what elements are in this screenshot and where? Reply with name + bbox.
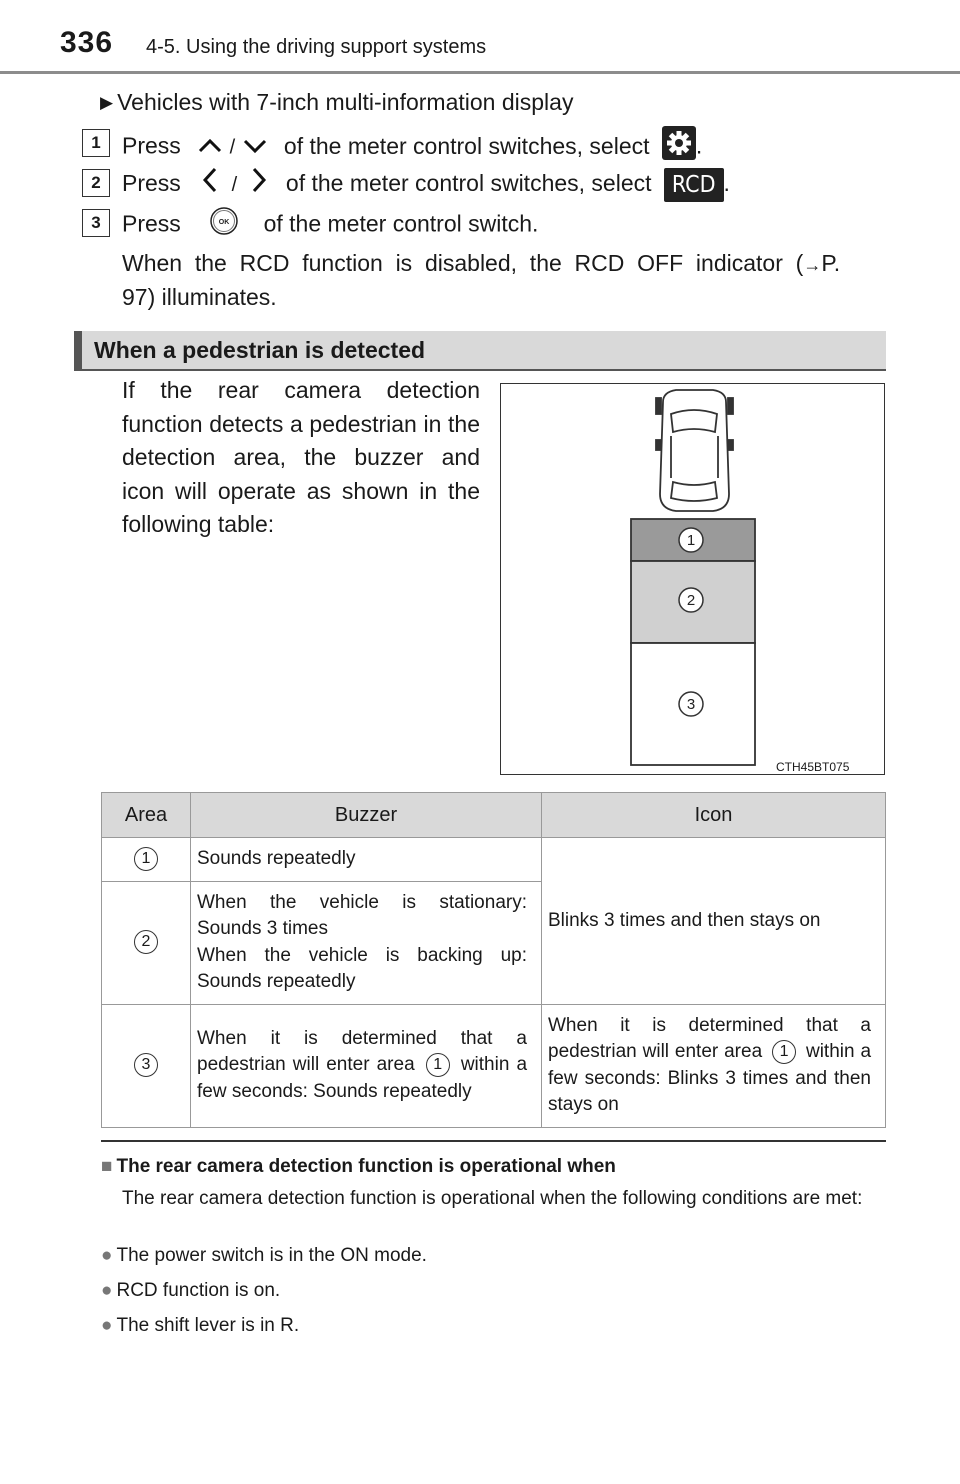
table-row: [102, 1004, 886, 1127]
step-1-separator: /: [229, 136, 236, 159]
icon-text-pre: When it is determined that a pedestrian will enter area: [548, 1014, 871, 1062]
bullet-dot-icon: ●: [101, 1280, 113, 1301]
step-number-3: 3: [82, 209, 110, 237]
step-2: [122, 166, 730, 203]
buzzer-line: When the vehicle is backing up:: [197, 944, 527, 966]
step-number-1: 1: [82, 129, 110, 157]
chevron-down-icon: [242, 131, 268, 165]
detection-area-figure: [500, 383, 885, 775]
area-label-1: [679, 528, 703, 552]
section-heading: When a pedestrian is detected: [74, 331, 886, 369]
step-2-press: Press: [122, 170, 181, 196]
svg-text:2: 2: [686, 592, 696, 609]
table-header-icon: Icon: [542, 793, 886, 838]
buzzer-line: Sounds repeatedly: [197, 971, 356, 992]
chevron-left-icon: [201, 166, 219, 203]
area-number-badge: 1: [134, 847, 158, 871]
section-header-title: 4-5. Using the driving support systems: [146, 36, 487, 58]
step-number-2: 2: [82, 169, 110, 197]
bullet-dot-icon: ●: [101, 1245, 113, 1266]
header-divider: [0, 71, 960, 74]
step-1: [122, 126, 702, 169]
rcd-badge-icon: RCD: [664, 168, 724, 202]
buzzer-line: When the vehicle is stationary:: [197, 891, 527, 913]
page-ref-arrow-icon: →: [803, 255, 822, 275]
bullet-text: The power switch is in the ON mode.: [116, 1245, 427, 1266]
rcd-off-note-text: When the RCD function is disabled, the RCD OFF indicator (: [122, 250, 804, 276]
buzzer-text-post: within a few seconds: Sounds repeatedly: [197, 1054, 528, 1102]
step-2-end: .: [723, 170, 730, 196]
section-heading-rule: [74, 369, 886, 371]
icon-cell: [542, 1004, 886, 1127]
step-1-text: of the meter control switches, select: [283, 132, 650, 159]
table-header-area: Area: [102, 793, 191, 838]
note-body: The rear camera detection function is operational when the following conditions are met:: [122, 1188, 863, 1209]
area-number-badge: 2: [134, 930, 158, 954]
list-item: [101, 1245, 427, 1267]
instructions-subheading: [100, 85, 573, 120]
square-marker-icon: ■: [101, 1156, 113, 1177]
step-3-text: of the meter control switch.: [263, 210, 539, 237]
icon-text-post: within a few seconds: Blinks 3 times and then stays on: [548, 1041, 872, 1115]
buzzer-cell: Sounds repeatedly: [191, 838, 542, 882]
svg-text:1: 1: [686, 532, 696, 549]
rcd-off-note-line-1: [122, 246, 886, 282]
area-label-3: [679, 692, 703, 716]
area-ref-badge: 1: [772, 1040, 796, 1064]
bullet-text: RCD function is on.: [116, 1280, 281, 1301]
triangle-bullet-icon: ▶: [100, 93, 114, 112]
step-2-text: of the meter control switches, select: [285, 170, 652, 196]
chevron-right-icon: [250, 166, 268, 203]
bullet-text: The shift lever is in R.: [116, 1315, 300, 1336]
svg-text:3: 3: [686, 696, 696, 713]
buzzer-cell: [191, 1004, 542, 1127]
figure-caption: CTH45BT075: [776, 760, 850, 774]
area-number-badge: 3: [134, 1053, 158, 1077]
subheading-text: Vehicles with 7-inch multi-information display: [117, 89, 574, 115]
settings-gear-icon: [662, 126, 696, 169]
table-row: [102, 838, 886, 882]
rcd-off-note-line-2: 97) illuminates.: [122, 284, 277, 310]
svg-text:OK: OK: [218, 219, 230, 226]
step-3-press: Press: [122, 210, 181, 237]
step-1-end: .: [695, 132, 703, 159]
ok-button-icon: [209, 206, 239, 245]
chevron-up-icon: [197, 131, 223, 165]
step-3: [122, 206, 538, 245]
buzzer-cell: [191, 881, 542, 1004]
section-paragraph: If the rear camera detection function detects a pedestrian in the detection area, the buzzer and icon will operate as shown in the following table:: [122, 377, 480, 537]
page-ref-prefix: P.: [821, 250, 841, 276]
note-title: [101, 1156, 616, 1178]
page-number: 336: [60, 26, 114, 59]
behavior-table: [101, 792, 886, 1128]
buzzer-text-pre: When it is determined that a pedestrian will enter area: [197, 1027, 527, 1076]
table-header-buzzer: Buzzer: [191, 793, 542, 838]
icon-cell: Blinks 3 times and then stays on: [542, 838, 886, 1005]
step-1-press: Press: [122, 132, 181, 159]
vehicle-top-view-icon: [656, 390, 733, 511]
list-item: [101, 1280, 280, 1302]
note-divider: [101, 1140, 886, 1142]
area-label-2: [679, 588, 703, 612]
list-item: [101, 1315, 299, 1337]
note-title-text: The rear camera detection function is operational when: [116, 1156, 616, 1177]
bullet-dot-icon: ●: [101, 1315, 113, 1336]
step-2-separator: /: [231, 174, 238, 196]
detection-area-diagram: [501, 384, 883, 773]
area-ref-badge: 1: [426, 1053, 450, 1077]
buzzer-line: Sounds 3 times: [197, 918, 328, 939]
